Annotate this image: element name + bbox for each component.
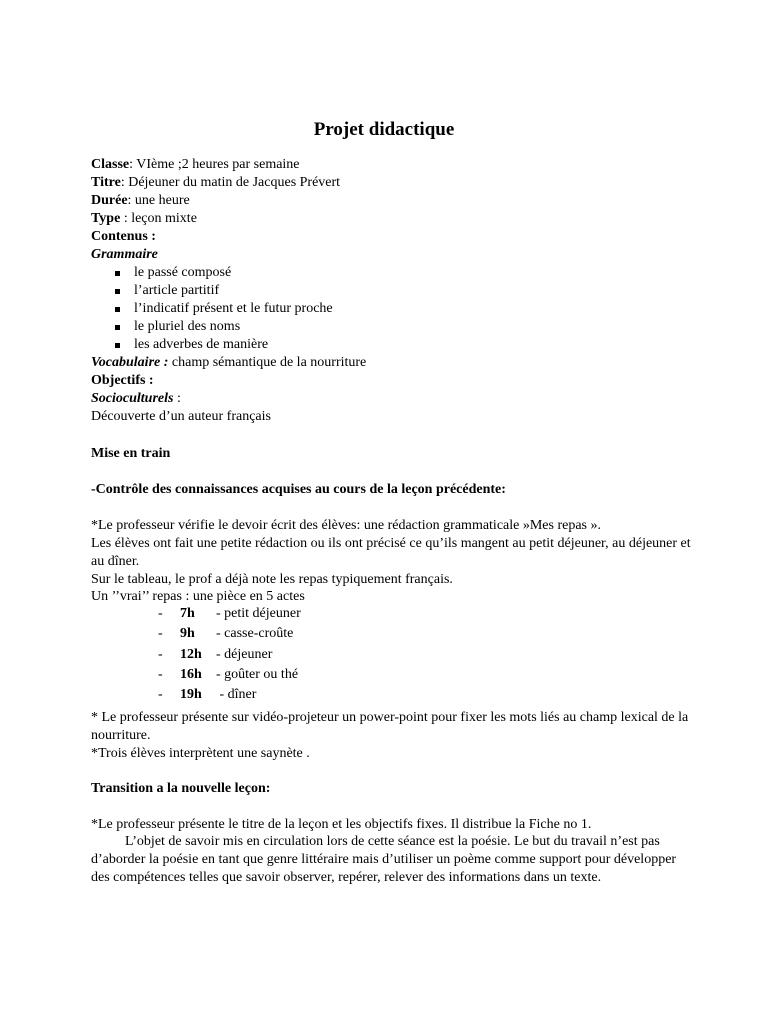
- classe-line: [91, 156, 691, 174]
- bullet-square-icon: [115, 325, 120, 330]
- duree-value: : une heure: [127, 193, 190, 208]
- list-item: - 7h - petit déjeuner: [158, 606, 301, 621]
- grammaire-line: [91, 246, 691, 264]
- bullet-square-icon: [115, 289, 120, 294]
- type-value: : leçon mixte: [120, 211, 197, 226]
- titre-line: [91, 174, 691, 192]
- vocabulaire-value: champ sémantique de la nourriture: [168, 355, 367, 370]
- list-item: - 19h - dîner: [158, 687, 257, 703]
- classe-label: Classe: [91, 157, 130, 172]
- contenus-label: Contenus :: [91, 229, 156, 244]
- lesson-metadata: [91, 156, 691, 426]
- vocabulaire-line: [91, 354, 691, 372]
- paragraph-objet-savoir: L’objet de savoir mis en circulation lors de cette séance est la poésie. Le but du travail n’est pas d’aborder la poésie en tant que genre littéraire mais d’utiliser un poème comme support pour développer des compétences telles que savoir observer, repérer, relever des informations dans un texte.: [91, 834, 677, 885]
- bullet-square-icon: [115, 343, 120, 348]
- list-item: - 16h - goûter ou thé: [158, 666, 299, 682]
- list-item: l’indicatif présent et le futur proche: [91, 300, 691, 318]
- paragraph-saynete: *Trois élèves interprètent une saynète .: [91, 746, 310, 761]
- list-item: - 9h - casse-croûte: [158, 626, 294, 642]
- type-label: Type: [91, 211, 121, 226]
- controle-heading: -Contrôle des connaissances acquises au cours de la leçon précédente:: [91, 482, 506, 497]
- classe-value: : VIème ;2 heures par semaine: [129, 157, 300, 172]
- bullet-square-icon: [115, 271, 120, 276]
- paragraph-tableau: Sur le tableau, le prof a déjà note les repas typiquement français.: [91, 572, 453, 587]
- objectifs-label: Objectifs :: [91, 373, 154, 388]
- list-item: - 12h - déjeuner: [158, 646, 273, 662]
- meals-list: [158, 605, 301, 706]
- transition-heading: Transition a la nouvelle leçon:: [91, 781, 271, 796]
- list-item: les adverbes de manière: [91, 336, 691, 354]
- grammaire-label: Grammaire: [91, 247, 158, 262]
- type-line: [91, 210, 691, 228]
- list-item: le passé composé: [91, 264, 691, 282]
- bullet-square-icon: [115, 307, 120, 312]
- vocabulaire-label: Vocabulaire :: [91, 355, 169, 370]
- paragraph-vrai-repas: Un ’’vrai’’ repas : une pièce en 5 actes: [91, 589, 305, 604]
- paragraph-verification: *Le professeur vérifie le devoir écrit des élèves: une rédaction grammaticale »Mes repas ».: [91, 518, 602, 533]
- mise-en-train-heading: Mise en train: [91, 446, 171, 461]
- socio-value: Découverte d’un auteur français: [91, 409, 271, 424]
- socio-colon: :: [173, 391, 181, 406]
- duree-line: [91, 192, 691, 210]
- titre-value: : Déjeuner du matin de Jacques Prévert: [120, 175, 341, 190]
- grammaire-list: [91, 264, 691, 354]
- titre-label: Titre: [91, 175, 121, 190]
- objectifs-line: [91, 372, 691, 390]
- page-title: Projet didactique: [313, 119, 455, 140]
- socio-label: Socioculturels: [91, 391, 174, 406]
- paragraph-redaction: Les élèves ont fait une petite rédaction ou ils ont précisé ce qu’ils mangent au petit déjeuner, au déjeuner et au dîner.: [91, 536, 691, 569]
- paragraph-power-point: * Le professeur présente sur vidéo-projeteur un power-point pour fixer les mots liés au champ lexical de la nourriture.: [91, 710, 689, 743]
- list-item: l’article partitif: [91, 282, 691, 300]
- socio-line: [91, 390, 691, 408]
- duree-label: Durée: [91, 193, 128, 208]
- paragraph-fiche: *Le professeur présente le titre de la leçon et les objectifs fixes. Il distribue la Fiche no 1.: [91, 817, 592, 832]
- contenus-line: [91, 228, 691, 246]
- list-item: le pluriel des noms: [91, 318, 691, 336]
